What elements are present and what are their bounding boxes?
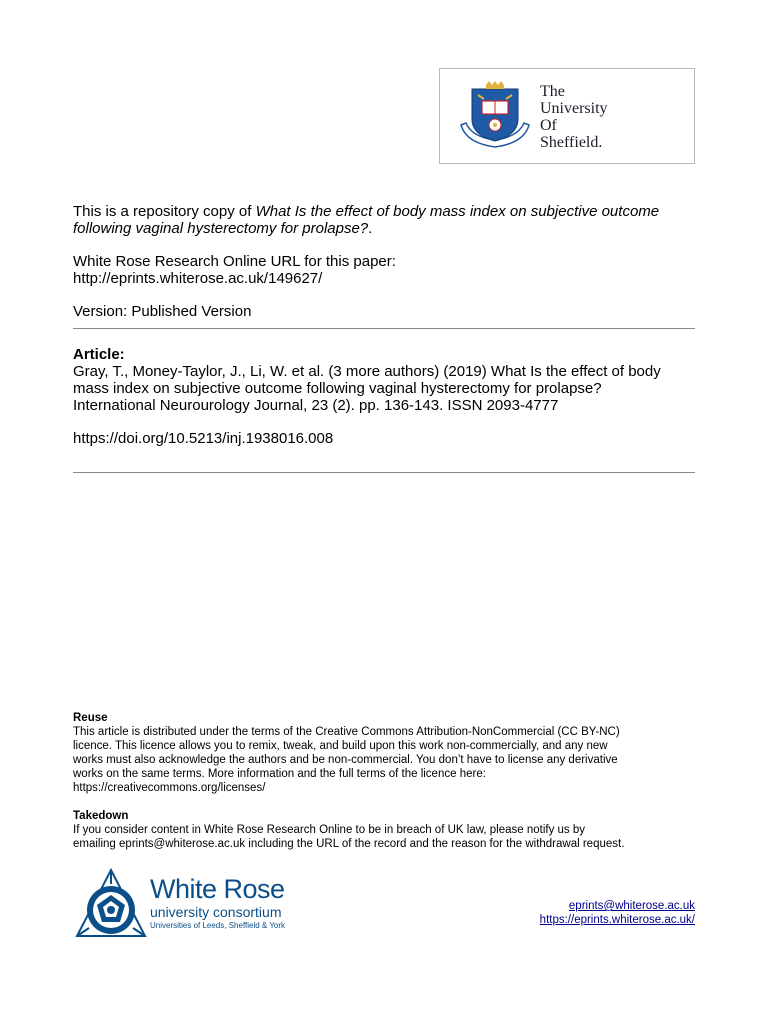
footer-email-wrap <box>569 899 695 913</box>
footer-email-link[interactable]: eprints@whiterose.ac.uk <box>568 900 695 912</box>
url-label: White Rose Research Online URL for this paper: <box>73 253 396 270</box>
white-rose-wordmark <box>150 874 285 932</box>
white-rose-logo <box>73 868 295 940</box>
university-name-line: Of <box>540 117 557 134</box>
intro-suffix: . <box>368 220 373 237</box>
white-rose-subtitle: university consortium <box>150 904 282 920</box>
university-name-line: Sheffield. <box>540 134 603 151</box>
white-rose-name: White Rose <box>150 874 285 904</box>
reuse-line: works on the same terms. More information and the full terms of the licence here: <box>73 768 486 780</box>
paper-title-line-2: following vaginal hysterectomy for prolapse? <box>73 220 369 237</box>
divider-top <box>73 328 695 329</box>
divider-bottom <box>73 472 695 473</box>
article-citation-line: International Neurourology Journal, 23 (2). pp. 136-143. ISSN 2093-4777 <box>73 397 559 414</box>
reuse-line: This article is distributed under the terms of the Creative Commons Attribution-NonCommercial (CC BY-NC) <box>73 726 620 738</box>
intro-line-2 <box>73 220 372 237</box>
takedown-heading: Takedown <box>73 810 129 822</box>
article-citation-line: Gray, T., Money-Taylor, J., Li, W. et al. (3 more authors) (2019) What Is the effect of body <box>73 363 661 380</box>
article-citation-line: mass index on subjective outcome following vaginal hysterectomy for prolapse? <box>73 380 602 397</box>
footer-site-wrap <box>540 913 695 927</box>
university-name <box>540 83 608 151</box>
takedown-line: emailing eprints@whiterose.ac.uk including the URL of the record and the reason for the withdrawal request. <box>73 838 625 850</box>
sheffield-crest-icon <box>458 81 532 153</box>
article-heading: Article: <box>73 346 125 363</box>
reuse-line: licence. This licence allows you to remix, tweak, and build upon this work non-commercially, and any new <box>73 740 608 752</box>
reuse-line: https://creativecommons.org/licenses/ <box>73 782 266 794</box>
intro-line-1 <box>73 203 659 220</box>
takedown-line: If you consider content in White Rose Research Online to be in breach of UK law, please notify us by <box>73 824 586 836</box>
white-rose-tagline: Universities of Leeds, Sheffield & York <box>150 921 286 930</box>
article-doi: https://doi.org/10.5213/inj.1938016.008 <box>73 430 334 447</box>
university-name-line: University <box>540 100 608 117</box>
paper-url: http://eprints.whiterose.ac.uk/149627/ <box>73 270 323 287</box>
paper-title-line-1: What Is the effect of body mass index on subjective outcome <box>255 203 660 220</box>
university-logo-box <box>439 68 695 164</box>
footer-site-link[interactable]: https://eprints.whiterose.ac.uk/ <box>539 914 695 926</box>
intro-prefix: This is a repository copy of <box>73 203 256 220</box>
reuse-heading: Reuse <box>73 712 108 724</box>
university-name-line: The <box>540 83 565 100</box>
white-rose-emblem-icon <box>73 868 149 940</box>
reuse-line: works must also acknowledge the authors and be non-commercial. You don’t have to license any derivative <box>73 754 618 766</box>
version-text: Version: Published Version <box>73 303 252 320</box>
